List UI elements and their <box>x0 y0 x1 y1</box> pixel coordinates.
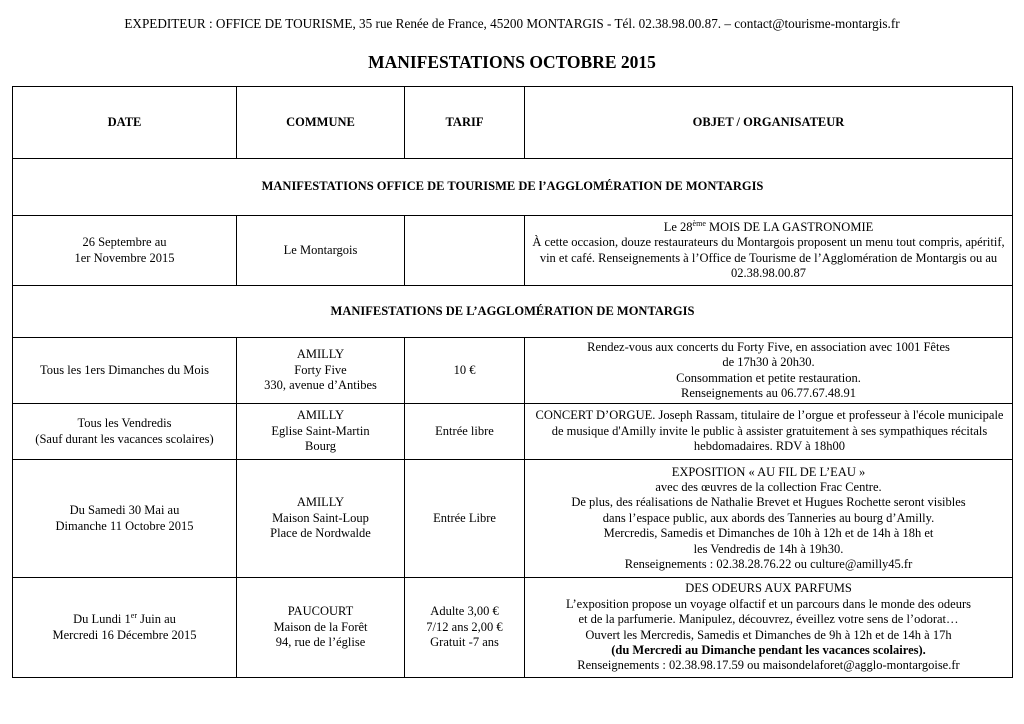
date-line: Tous les Vendredis <box>77 416 172 431</box>
tarif-cell <box>405 216 525 286</box>
objet-line: Renseignements : 02.38.98.17.59 ou maisondelaforet@agglo-montargoise.fr <box>577 658 960 673</box>
date-cell <box>13 216 237 286</box>
objet-cell <box>525 338 1013 404</box>
commune-line: AMILLY <box>296 495 345 510</box>
table-row <box>13 216 1013 286</box>
tarif-line: Entrée Libre <box>433 510 496 525</box>
date-line: Du Lundi 1er Juin au <box>73 610 176 627</box>
objet-line: avec des œuvres de la collection Frac Centre. <box>655 479 882 494</box>
date-cell <box>13 578 237 678</box>
commune-cell <box>237 460 405 578</box>
objet-line: Rendez-vous aux concerts du Forty Five, en association avec 1001 Fêtes <box>587 339 950 354</box>
tarif-line: 7/12 ans 2,00 € <box>426 619 503 634</box>
date-cell <box>13 404 237 460</box>
section-row <box>13 286 1013 338</box>
commune-cell <box>237 578 405 678</box>
objet-line: de 17h30 à 20h30. <box>722 355 815 370</box>
section-title: MANIFESTATIONS DE L’AGGLOMÉRATION DE MONTARGIS <box>13 286 1013 338</box>
tarif-cell <box>405 338 525 404</box>
commune-line: 330, avenue d’Antibes <box>264 378 377 393</box>
table-row <box>13 460 1013 578</box>
objet-line: Consommation et petite restauration. <box>676 370 861 385</box>
objet-line: (du Mercredi au Dimanche pendant les vacances scolaires). <box>611 642 926 657</box>
commune-cell <box>237 216 405 286</box>
objet-line: Ouvert les Mercredis, Samedis et Dimanches de 9h à 12h et de 14h à 17h <box>585 627 952 642</box>
date-line: 1er Novembre 2015 <box>74 250 175 265</box>
objet-line: EXPOSITION « AU FIL DE L’EAU » <box>671 464 866 479</box>
objet-line: Renseignements : 02.38.28.76.22 ou culture@amilly45.fr <box>624 557 913 572</box>
objet-cell <box>525 578 1013 678</box>
date-line: Du Samedi 30 Mai au <box>69 503 180 518</box>
table-header-row <box>13 87 1013 159</box>
commune-line: Le Montargois <box>283 242 358 257</box>
objet-line: DES ODEURS AUX PARFUMS <box>685 581 852 596</box>
commune-cell <box>237 404 405 460</box>
tarif-cell <box>405 460 525 578</box>
objet-line: Renseignements au 06.77.67.48.91 <box>681 385 856 400</box>
date-line: (Sauf durant les vacances scolaires) <box>35 431 214 446</box>
tarif-cell <box>405 404 525 460</box>
tarif-line: Entrée libre <box>435 423 494 438</box>
objet-title: Le 28ème MOIS DE LA GASTRONOMIE <box>663 218 874 234</box>
commune-line: Place de Nordwalde <box>270 526 371 541</box>
objet-description: À cette occasion, douze restaurateurs du Montargois proposent un menu tout compris, apéritif, vin et café. Renseignements à l’Office de Tourisme de l’Agglomération de Montargis ou au 02.38.98.00.87 <box>532 235 1005 280</box>
commune-line: Maison de la Forêt <box>273 619 368 634</box>
tarif-cell <box>405 578 525 678</box>
date-line: Mercredi 16 Décembre 2015 <box>52 627 197 642</box>
tarif-line: 10 € <box>453 362 476 377</box>
commune-line: PAUCOURT <box>287 604 354 619</box>
date-cell <box>13 460 237 578</box>
table-row <box>13 338 1013 404</box>
commune-line: 94, rue de l’église <box>275 635 366 650</box>
commune-line: AMILLY <box>296 347 345 362</box>
commune-cell <box>237 338 405 404</box>
section-row <box>13 159 1013 216</box>
date-cell <box>13 338 237 404</box>
objet-line: dans l’espace public, aux abords des Tanneries au bourg d’Amilly. <box>602 510 935 525</box>
commune-line: Eglise Saint-Martin <box>271 423 370 438</box>
tarif-line: Adulte 3,00 € <box>430 604 499 619</box>
commune-line: Forty Five <box>294 362 347 377</box>
column-header-objet: OBJET / ORGANISATEUR <box>525 87 1013 159</box>
commune-line: Maison Saint-Loup <box>272 510 369 525</box>
column-header-date: DATE <box>13 87 237 159</box>
objet-line: De plus, des réalisations de Nathalie Brevet et Hugues Rochette seront visibles <box>571 495 966 510</box>
objet-line: L’exposition propose un voyage olfactif et un parcours dans le monde des odeurs <box>566 596 971 611</box>
table-row <box>13 404 1013 460</box>
commune-line: Bourg <box>304 439 337 454</box>
date-line: Tous les 1ers Dimanches du Mois <box>40 362 209 377</box>
events-table <box>12 86 1013 678</box>
date-line: Dimanche 11 Octobre 2015 <box>55 518 194 533</box>
objet-line: les Vendredis de 14h à 19h30. <box>693 541 844 556</box>
column-header-tarif: TARIF <box>405 87 525 159</box>
sender-address: EXPEDITEUR : OFFICE DE TOURISME, 35 rue Renée de France, 45200 MONTARGIS - Tél. 02.38.98.00.87. – contact@tourisme-montargis.fr <box>124 16 900 31</box>
column-header-commune: COMMUNE <box>237 87 405 159</box>
tarif-line: Gratuit -7 ans <box>430 635 499 650</box>
objet-cell <box>525 216 1013 286</box>
objet-cell <box>525 460 1013 578</box>
date-line: 26 Septembre au <box>82 235 167 250</box>
objet-line: Mercredis, Samedis et Dimanches de 10h à 12h et de 14h à 18h et <box>603 526 934 541</box>
table-row <box>13 578 1013 678</box>
document-title: MANIFESTATIONS OCTOBRE 2015 <box>368 52 656 72</box>
objet-description: CONCERT D’ORGUE. Joseph Rassam, titulaire de l’orgue et professeur à l'école municipale de musique d'Amilly invite le public à assister gratuitement à ses sympathiques récitals hebdomadaires. RDV à 18h00 <box>535 408 1004 454</box>
objet-line: et de la parfumerie. Manipulez, découvrez, éveillez votre sens de l’odorat… <box>578 612 959 627</box>
commune-line: AMILLY <box>296 408 345 423</box>
objet-cell <box>525 404 1013 460</box>
section-title: MANIFESTATIONS OFFICE DE TOURISME DE l’AGGLOMÉRATION DE MONTARGIS <box>13 159 1013 216</box>
